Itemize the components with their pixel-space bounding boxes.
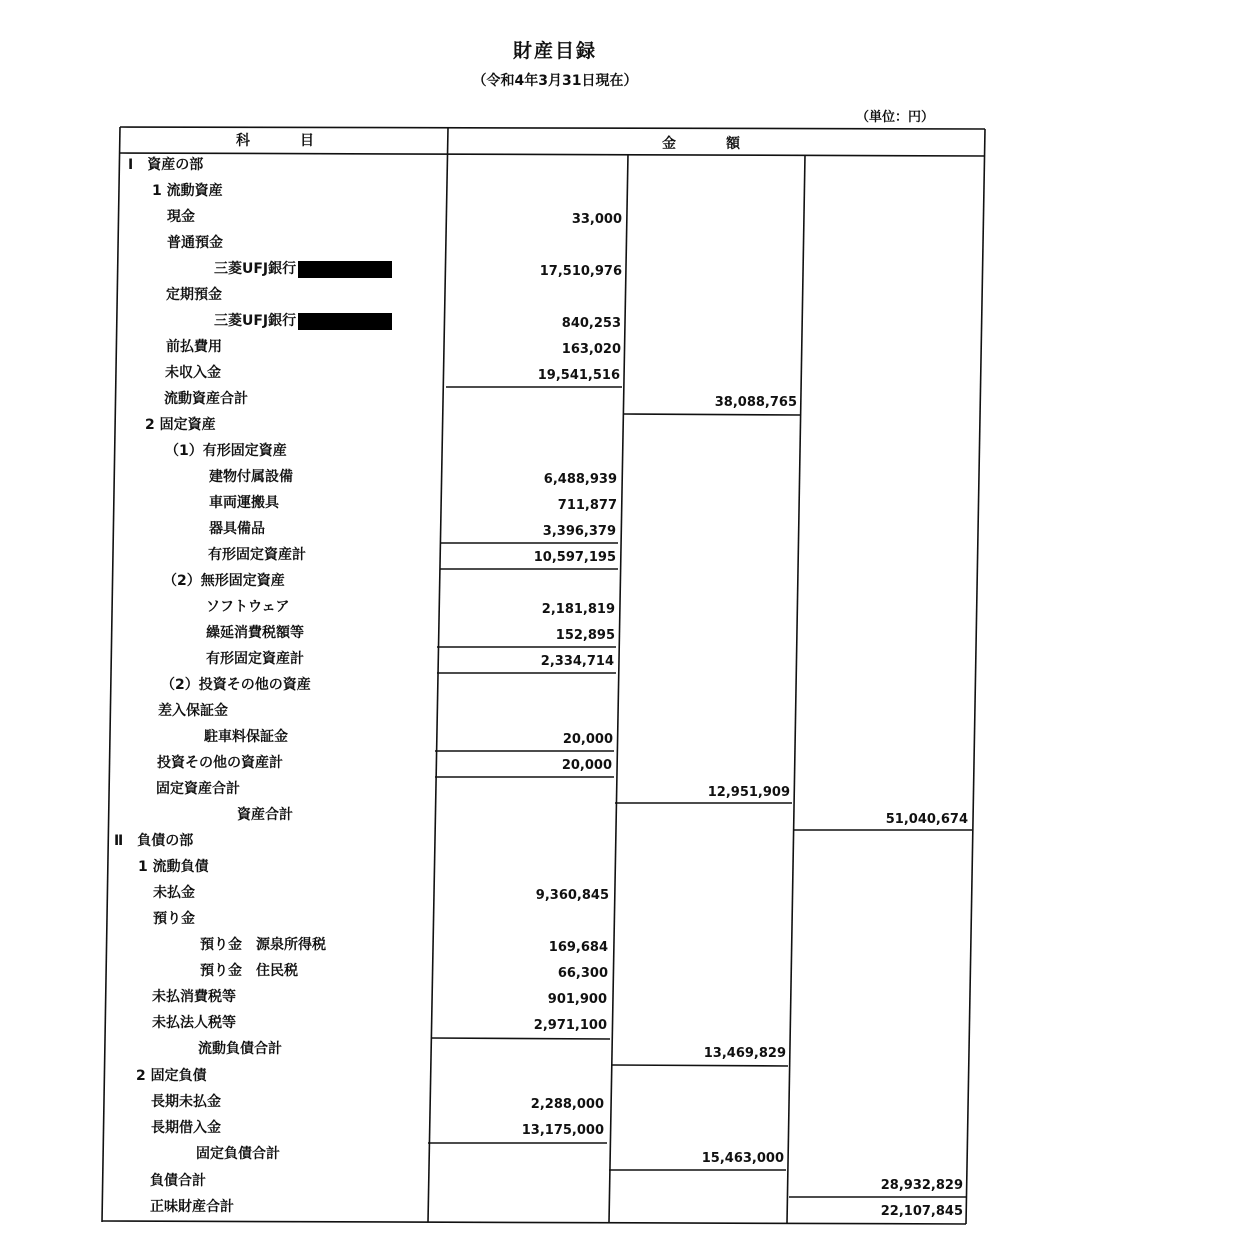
header-amount: 金 額	[662, 136, 742, 152]
row-label: 繰延消費税額等	[206, 625, 304, 641]
row-label: 定期預金	[166, 287, 222, 303]
row-label: 建物付属設備	[209, 469, 293, 485]
row-label: 1 流動資産	[152, 183, 223, 199]
amount-cell: 6,488,939	[543, 472, 617, 487]
row-label: 前払費用	[166, 339, 222, 355]
row-label: 預り金 源泉所得税	[200, 937, 326, 953]
row-label: 差入保証金	[158, 703, 228, 719]
row-label: Ⅱ 負債の部	[114, 833, 194, 849]
row-label: 車両運搬具	[209, 495, 279, 511]
amount-cell: 2,288,000	[530, 1097, 604, 1112]
row-label: （1）有形固定資産	[165, 443, 287, 459]
amount-cell: 152,895	[555, 628, 615, 643]
amount-cell: 840,253	[561, 316, 621, 331]
row-label: 預り金	[153, 911, 195, 927]
amount-cell: 33,000	[571, 212, 622, 227]
amount-cell: 17,510,976	[539, 264, 622, 279]
amount-cell: 51,040,674	[885, 812, 968, 827]
as-of-date: （令和4年3月31日現在）	[472, 73, 638, 89]
amount-cell: 20,000	[562, 732, 613, 747]
amount-cell: 169,684	[548, 940, 608, 955]
row-label: 未払金	[153, 885, 195, 901]
row-label: 正味財産合計	[150, 1199, 234, 1215]
row-label: 流動負債合計	[198, 1041, 282, 1057]
amount-cell: 2,181,819	[541, 602, 615, 617]
amount-cell: 15,463,000	[701, 1151, 784, 1166]
row-label: （2）投資その他の資産	[161, 677, 311, 693]
amount-cell: 38,088,765	[714, 395, 797, 410]
row-label: 長期借入金	[151, 1120, 221, 1136]
row-label: 器具備品	[209, 521, 265, 537]
row-label: 未払法人税等	[152, 1015, 236, 1031]
row-label: 固定資産合計	[156, 781, 240, 797]
header-subject: 科 目	[236, 133, 316, 149]
row-label: 負債合計	[150, 1173, 206, 1189]
row-label: 有形固定資産計	[206, 651, 304, 667]
amount-cell: 19,541,516	[537, 368, 620, 383]
row-label: 投資その他の資産計	[157, 755, 283, 771]
row-label: 三菱UFJ銀行	[214, 311, 392, 331]
amount-cell: 13,175,000	[521, 1123, 604, 1138]
amount-cell: 10,597,195	[533, 550, 616, 565]
row-label: 資産合計	[237, 807, 293, 823]
amount-cell: 2,971,100	[533, 1018, 607, 1033]
row-label: 現金	[167, 209, 195, 225]
redaction-block	[298, 313, 392, 330]
amount-cell: 901,900	[547, 992, 607, 1007]
row-label: 2 固定資産	[145, 417, 216, 433]
row-label: 駐車料保証金	[204, 729, 288, 745]
amount-cell: 22,107,845	[880, 1204, 963, 1219]
amount-cell: 711,877	[557, 498, 617, 513]
amount-cell: 163,020	[561, 342, 621, 357]
row-label: 三菱UFJ銀行	[214, 259, 392, 279]
amount-cell: 2,334,714	[540, 654, 614, 669]
row-label: 1 流動負債	[138, 859, 209, 875]
unit-note: （単位：円）	[856, 110, 935, 125]
amount-cell: 20,000	[561, 758, 612, 773]
amount-cell: 66,300	[557, 966, 608, 981]
row-label: 有形固定資産計	[208, 547, 306, 563]
row-label: 未払消費税等	[152, 989, 236, 1005]
row-label: 未収入金	[165, 365, 221, 381]
amount-cell: 12,951,909	[707, 785, 790, 800]
row-label: Ⅰ 資産の部	[128, 157, 204, 173]
row-label: 流動資産合計	[164, 391, 248, 407]
row-label: 長期未払金	[151, 1094, 221, 1110]
amount-cell: 13,469,829	[703, 1046, 786, 1061]
amount-cell: 3,396,379	[542, 524, 616, 539]
row-label: 預り金 住民税	[200, 963, 298, 979]
row-label: （2）無形固定資産	[163, 573, 285, 589]
row-label: 普通預金	[167, 235, 223, 251]
row-label: ソフトウェア	[206, 599, 290, 615]
row-label: 2 固定負債	[136, 1068, 207, 1084]
amount-cell: 28,932,829	[880, 1178, 963, 1193]
row-label: 固定負債合計	[196, 1146, 280, 1162]
document-title: 財産目録	[512, 40, 597, 62]
redaction-block	[298, 261, 392, 278]
amount-cell: 9,360,845	[535, 888, 609, 903]
